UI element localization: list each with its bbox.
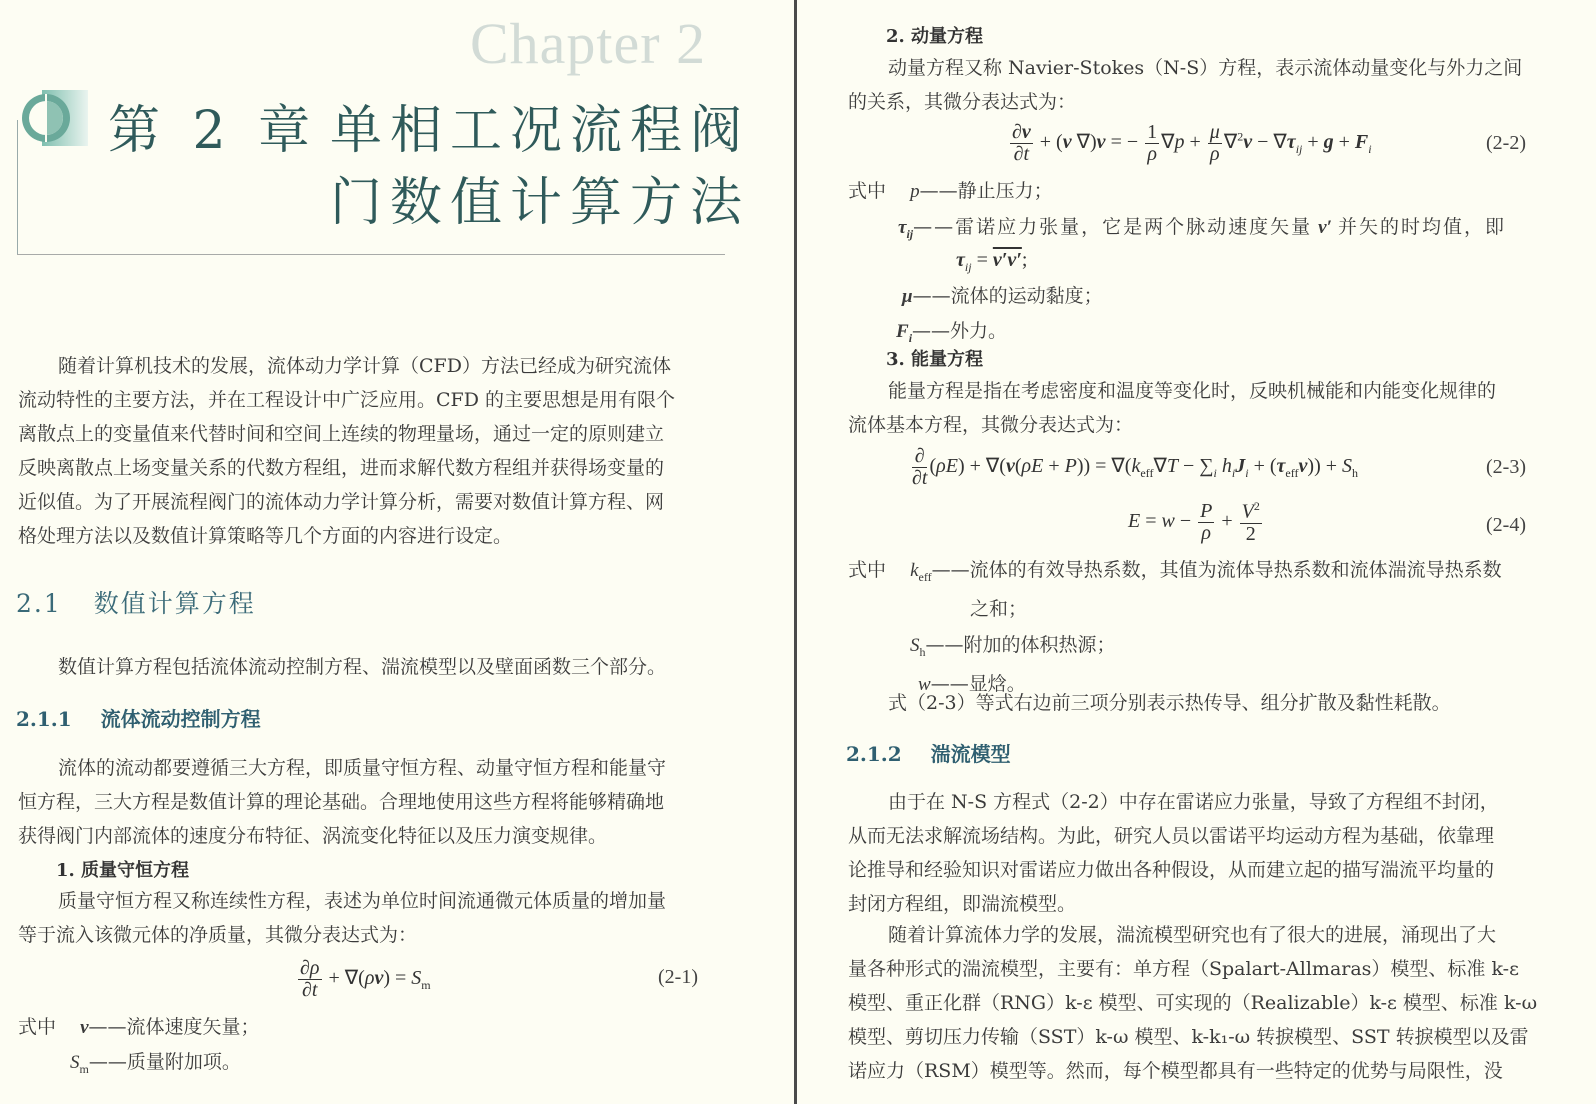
symbol-tau-ij: $\tau_{ij}$ xyxy=(898,217,914,241)
section-number: 2.1 xyxy=(16,589,62,618)
intro-paragraph xyxy=(18,349,675,553)
text-line: 随着计算机技术的发展，流体动力学计算（CFD）方法已经成为研究流体 xyxy=(58,355,671,377)
text-line: 流体基本方程，其微分表达式为： xyxy=(848,414,1134,436)
definition-text: ——静止压力； xyxy=(919,180,1053,202)
definition-text: ——流体速度矢量； xyxy=(88,1016,260,1038)
text-line: 量各种形式的湍流模型，主要有：单方程（Spalart-Allmaras）模型、标准 k-ε xyxy=(848,958,1519,980)
text-line: 的关系，其微分表达式为： xyxy=(848,91,1077,113)
subheading-energy: 3. 能量方程 xyxy=(886,349,984,370)
section-2-1-1-paragraph xyxy=(18,751,666,853)
text-line: 反映离散点上场变量关系的代数方程组，进而求解代数方程组并获得场变量的 xyxy=(18,457,665,479)
section-title: 数值计算方程 xyxy=(93,589,256,618)
text-line: 格处理方法以及数值计算策略等几个方面的内容进行设定。 xyxy=(18,525,513,547)
definition-text: ——显焓。 xyxy=(930,672,1026,695)
equation-number: (2-2) xyxy=(1486,132,1526,154)
definition-text-continued: 之和； xyxy=(970,597,1028,620)
equation-number: (2-4) xyxy=(1486,514,1526,536)
symbol-f-i: $F_i$ xyxy=(896,320,913,345)
section-title: 湍流模型 xyxy=(930,742,1011,766)
text-line: 封闭方程组，即湍流模型。 xyxy=(848,893,1077,915)
left-page xyxy=(0,0,796,1104)
definition-text: 并矢的时均值，即 xyxy=(1338,216,1507,238)
symbol-s-h: $S_h$ xyxy=(910,634,926,659)
subheading-momentum: 2. 动量方程 xyxy=(886,26,984,47)
definition-text: ——附加的体积热源； xyxy=(925,633,1116,656)
mass-conservation-paragraph xyxy=(18,884,666,952)
symbol-mu: μ xyxy=(902,285,913,307)
where-label: 式中 xyxy=(848,559,887,581)
chapter-logo-icon xyxy=(18,90,88,146)
text-line: 流体的流动都要遵循三大方程，即质量守恒方程、动量守恒方程和能量守 xyxy=(58,757,667,779)
text-line: 诺应力（RSM）模型等。然而，每个模型都具有一些特定的优势与局限性，没 xyxy=(848,1060,1503,1082)
text-line: 获得阀门内部流体的速度分布特征、涡流变化特征以及压力演变规律。 xyxy=(18,825,608,847)
symbol-k-eff: $k_{eff}$ xyxy=(910,560,932,584)
where-label: 式中 xyxy=(848,180,887,202)
equation-2-3-note: 式（2-3）等式右边前三项分别表示热传导、组分扩散及黏性耗散。 xyxy=(888,692,1451,714)
symbol-v: v xyxy=(80,1017,89,1038)
text-line: 恒方程，三大方程是数值计算的理论基础。合理地使用这些方程将能够精确地 xyxy=(18,791,665,813)
text-line: 流动特性的主要方法，并在工程设计中广泛应用。CFD 的主要思想是用有限个 xyxy=(18,389,675,411)
equation-2-3-definitions xyxy=(848,555,1502,696)
chapter-frame-bottom-rule xyxy=(17,254,725,255)
definition-text: ——外力。 xyxy=(912,319,1008,342)
section-heading-2-1 xyxy=(16,584,256,620)
equation-2-4: E = w − $\frac{P}{\rho}$ + $\frac{V^2}{2}$ xyxy=(1128,499,1260,545)
symbol-sm: $S_m$ xyxy=(70,1052,89,1076)
page-gutter xyxy=(794,0,797,1104)
turbulence-paragraph-1 xyxy=(848,785,1499,921)
section-number: 2.1.1 xyxy=(16,707,72,731)
section-title: 流体流动控制方程 xyxy=(100,707,261,731)
definition-text: ——质量附加项。 xyxy=(88,1051,241,1073)
text-line: 从而无法求解流场结构。为此，研究人员以雷诺平均运动方程为基础，依靠理 xyxy=(848,825,1495,847)
equation-2-1: $\frac{\partial\rho}{\partial t}$ + $\nabla(\rho v) = S_m$ xyxy=(300,957,431,1001)
tau-formula: $\tau_{ij} = v'v'$; xyxy=(956,248,1028,274)
text-line: 能量方程是指在考虑密度和温度等变化时，反映机械能和内能变化规律的 xyxy=(888,380,1497,402)
chapter-number: 第 2 章 xyxy=(108,101,319,161)
definition-text: ——流体的有效导热系数，其值为流体导热系数和流体湍流导热系数 xyxy=(931,559,1502,581)
momentum-paragraph xyxy=(848,51,1522,119)
section-heading-2-1-1 xyxy=(16,703,261,732)
text-line: 等于流入该微元体的净质量，其微分表达式为： xyxy=(18,924,418,946)
equation-number: (2-1) xyxy=(658,966,698,988)
text-line: 随着计算流体力学的发展，湍流模型研究也有了很大的进展，涌现出了大 xyxy=(888,924,1497,946)
text-line: 质量守恒方程又称连续性方程，表述为单位时间流通微元体质量的增加量 xyxy=(58,890,667,912)
text-line: 离散点上的变量值来代替时间和空间上连续的物理量场，通过一定的原则建立 xyxy=(18,423,665,445)
text-line: 近似值。为了开展流程阀门的流体动力学计算分析，需要对数值计算方程、网 xyxy=(18,491,665,513)
subheading-mass-conservation: 1. 质量守恒方程 xyxy=(56,860,190,881)
section-heading-2-1-2 xyxy=(846,738,1011,767)
chapter-title-line1: 单相工况流程阀 xyxy=(330,101,751,161)
text-line: 论推导和经验知识对雷诺应力做出各种假设，从而建立起的描写湍流平均量的 xyxy=(848,859,1495,881)
where-label: 式中 xyxy=(18,1016,57,1038)
energy-paragraph xyxy=(848,374,1496,442)
chapter-title-line2: 门数值计算方法 xyxy=(330,173,751,233)
text-line: 动量方程又称 Navier-Stokes（N-S）方程，表示流体动量变化与外力之间 xyxy=(888,57,1523,79)
text-line: 由于在 N-S 方程式（2-2）中存在雷诺应力张量，导致了方程组不封闭， xyxy=(888,791,1499,813)
text-line: 模型、重正化群（RNG）k-ε 模型、可实现的（Realizable）k-ε 模型、标准 k-ω xyxy=(848,992,1538,1014)
equation-2-3: $\frac{\partial}{\partial t}$ $(\rho E) + \nabla(v(\rho E + P)) = \nabla(k_{eff}\nabla T - \sum_i$ $h_iJ_i + (\tau_{eff}v)) + S_h$ xyxy=(912,445,1359,489)
symbol-w: w xyxy=(918,673,931,695)
right-page xyxy=(798,0,1596,1104)
chapter-frame-left-rule xyxy=(17,120,18,255)
equation-2-2: $\frac{\partial v}{\partial t}$ + (v ∇)v = − $\frac{1}{\rho}$ ∇p + $\frac{\mu}{\rho}$ $\nabla^2v - \nabla\tau_{ij} + g + F_i$ xyxy=(1012,121,1372,165)
symbol-v-prime: v′ xyxy=(1318,217,1332,238)
symbol-p: p xyxy=(910,181,920,202)
chapter-english-label: Chapter 2 xyxy=(470,11,707,76)
section-number: 2.1.2 xyxy=(846,742,902,766)
turbulence-paragraph-2 xyxy=(848,918,1537,1088)
definition-text: ——流体的运动黏度； xyxy=(912,284,1103,307)
equation-2-1-definitions xyxy=(18,1012,260,1077)
equation-2-2-definitions xyxy=(848,176,1506,346)
text-line: 模型、剪切压力传输（SST）k-ω 模型、k-k₁-ω 转捩模型、SST 转捩模型以及雷 xyxy=(848,1026,1529,1048)
definition-text: ——雷诺应力张量，它是两个脉动速度矢量 xyxy=(913,216,1313,238)
section-2-1-text: 数值计算方程包括流体流动控制方程、湍流模型以及壁面函数三个部分。 xyxy=(58,656,667,678)
equation-number: (2-3) xyxy=(1486,456,1526,478)
